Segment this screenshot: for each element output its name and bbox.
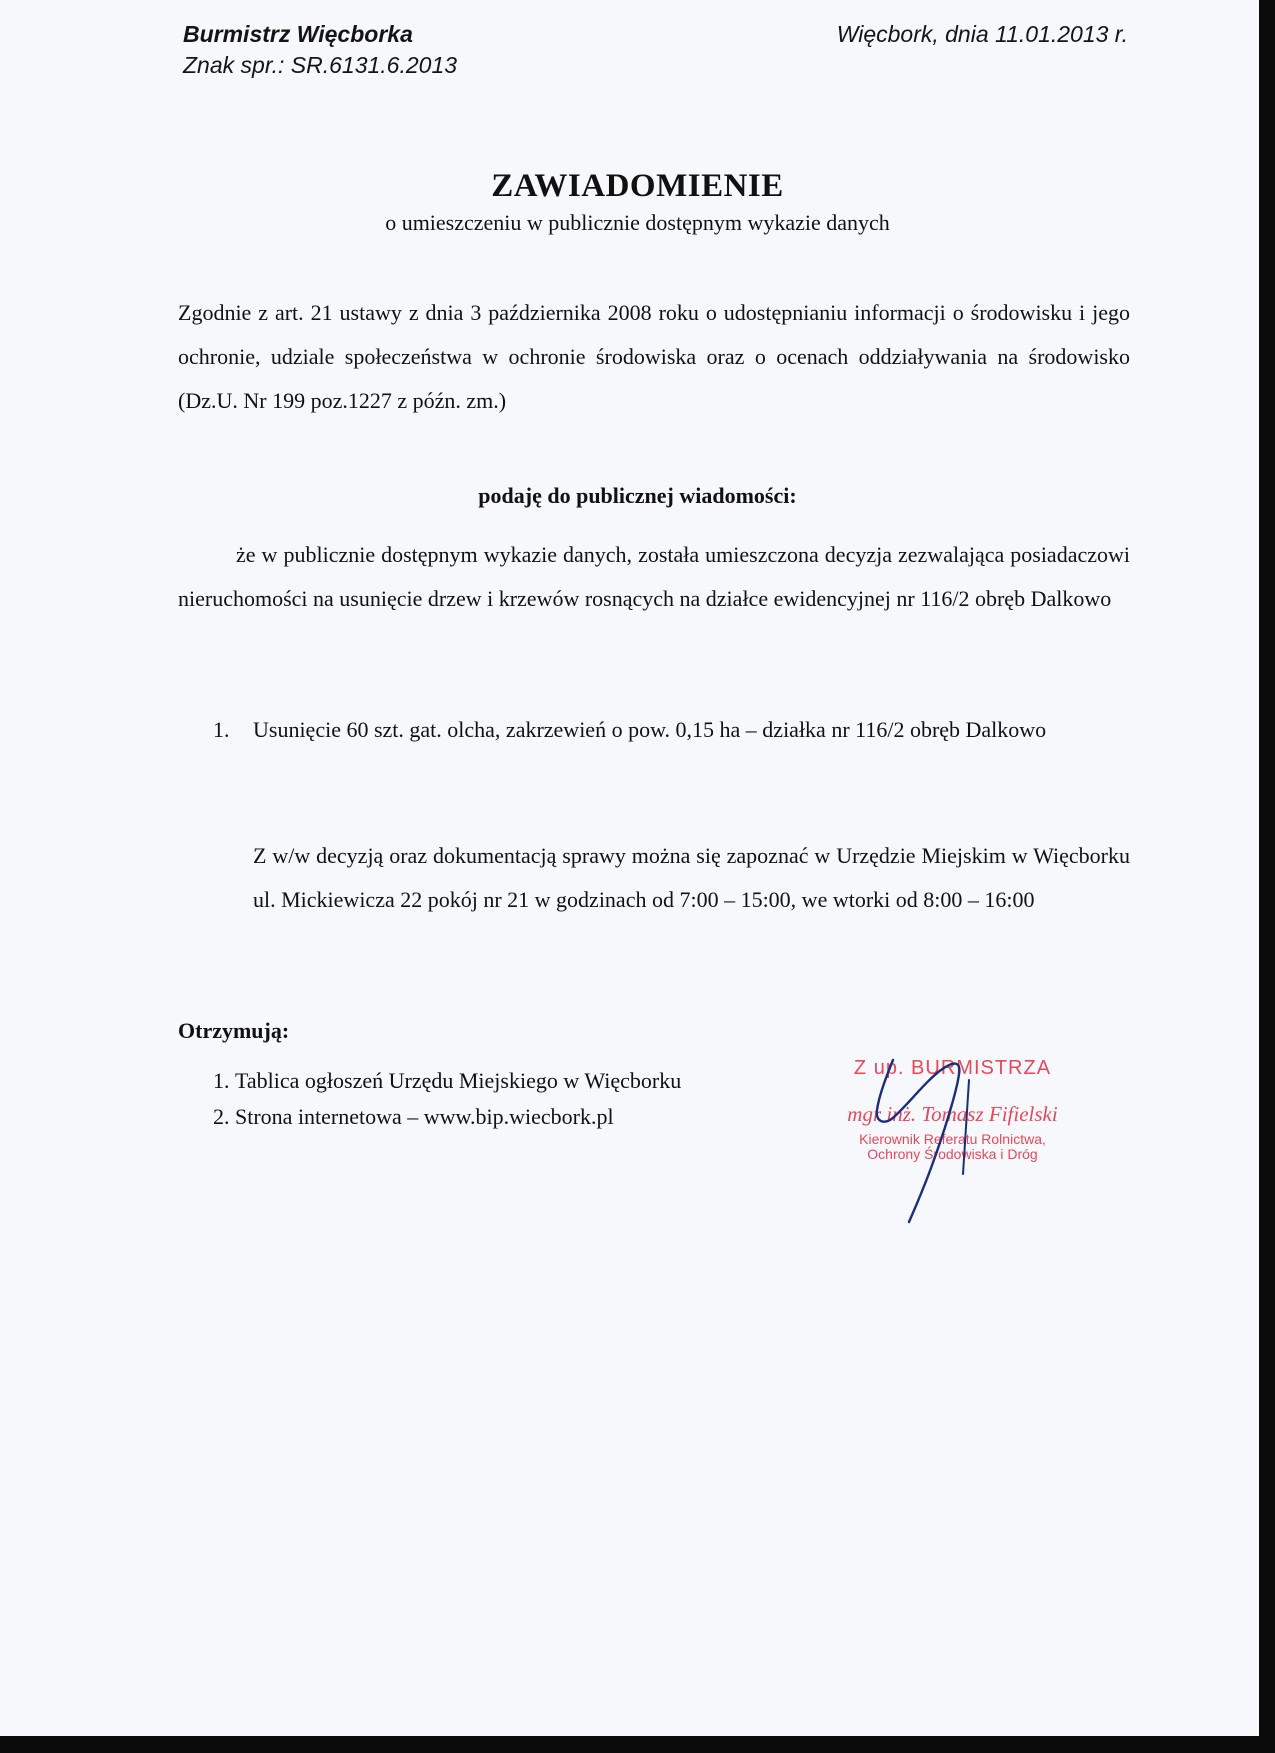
recipient-number: 1. xyxy=(213,1068,230,1093)
stamp-position-line2: Ochrony Środowiska i Dróg xyxy=(867,1146,1038,1163)
signature-stroke xyxy=(877,1060,960,1222)
case-reference: Znak spr.: SR.6131.6.2013 xyxy=(183,52,458,78)
access-info-paragraph: Z w/w decyzją oraz dokumentacją sprawy można się zapoznać w Urzędzie Miejskim w Więcborku ul. Mickiewicza 22 pokój nr 21 w godzinach od 7:00 – 15:00, we wtorki od 8:00 – 16:00 xyxy=(253,843,1130,912)
document-date: Więcbork, dnia 11.01.2013 r. xyxy=(836,21,1128,47)
document-title: ZAWIADOMIENIE xyxy=(491,168,784,204)
recipient-item xyxy=(213,1063,681,1099)
stamp-position-line1: Kierownik Referatu Rolnictwa, xyxy=(859,1131,1046,1147)
document-subtitle: o umieszczeniu w publicznie dostępnym wykazie danych xyxy=(385,210,890,235)
recipients-list xyxy=(213,1063,681,1135)
list-item-number: 1. xyxy=(213,717,230,742)
announcement-heading: podaję do publicznej wiadomości: xyxy=(478,483,797,508)
recipient-text: Strona internetowa – www.bip.wiecbork.pl xyxy=(235,1104,614,1129)
decision-paragraph: że w publicznie dostępnym wykazie danych, została umieszczona decyzja zezwalająca posiadaczowi nieruchomości na usunięcie drzew i krzewów rosnących na działce ewidencyjnej nr 116/2 obręb Dalkowo xyxy=(178,542,1130,611)
stamp-authority: Z up. BURMISTRZA xyxy=(853,1057,1052,1079)
recipient-item xyxy=(213,1099,681,1135)
list-item xyxy=(213,708,1130,752)
recipient-number: 2. xyxy=(213,1104,230,1129)
signature-tail-stroke xyxy=(963,1080,969,1174)
recipient-text: Tablica ogłoszeń Urzędu Miejskiego w Więcborku xyxy=(235,1068,682,1093)
list-item-text: Usunięcie 60 szt. gat. olcha, zakrzewień o pow. 0,15 ha – działka nr 116/2 obręb Dalkowo xyxy=(253,717,1047,742)
legal-basis-paragraph: Zgodnie z art. 21 ustawy z dnia 3 października 2008 roku o udostępnianiu informacji o środowisku i jego ochronie, udziale społeczeństwa w ochronie środowiska oraz o ocenach oddziaływania na środowisko (Dz.U. Nr 199 poz.1227 z późn. zm.) xyxy=(178,300,1130,413)
sender-name: Burmistrz Więcborka xyxy=(183,21,413,47)
handwritten-signature xyxy=(865,1040,1005,1230)
recipients-heading: Otrzymują: xyxy=(178,1018,290,1043)
stamp-official-name: mgr inż. Tomasz Fifielski xyxy=(847,1102,1058,1126)
